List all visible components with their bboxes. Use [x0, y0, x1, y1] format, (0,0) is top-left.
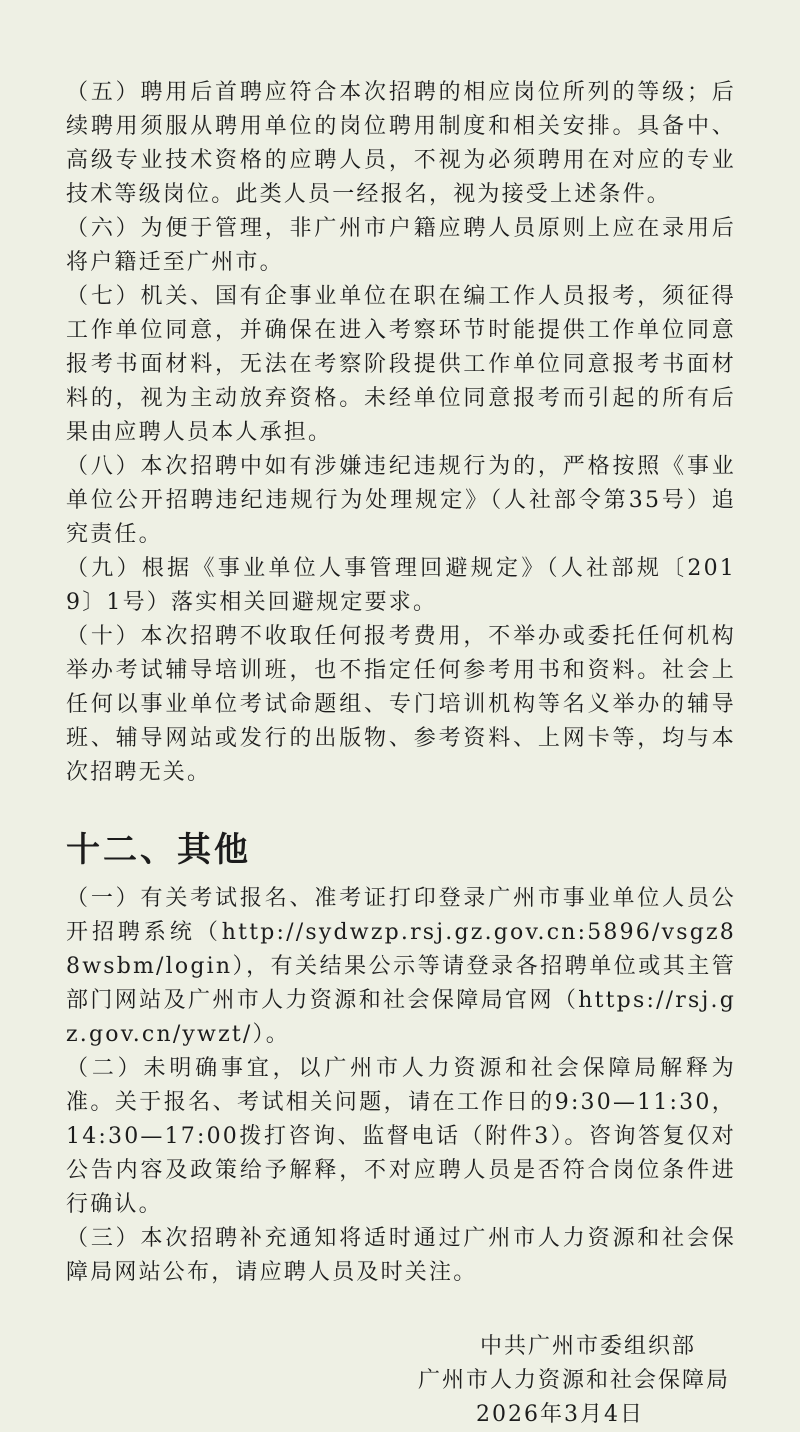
section-11-continued — [66, 76, 736, 790]
paragraph-item-1: （一）有关考试报名、准考证打印登录广州市事业单位人员公开招聘系统（http://sydwzp.rsj.gz.gov.cn:5896/vsgz88wsbm/login），有关结果公示等请登录各招聘单位或其主管部门网站及广州市人力资源和社会保障局官网（https://rsj.gz.gov.cn/ywzt/）。 — [66, 886, 736, 1047]
paragraph-item-5: （五）聘用后首聘应符合本次招聘的相应岗位所列的等级；后续聘用须服从聘用单位的岗位聘用制度和相关安排。具备中、高级专业技术资格的应聘人员，不视为必须聘用在对应的专业技术等级岗位。此类人员一经报名，视为接受上述条件。 — [66, 80, 736, 207]
section-heading: 十二、其他 — [66, 830, 251, 870]
paragraph-item-10: （十）本次招聘不收取任何报考费用，不举办或委托任何机构举办考试辅导培训班，也不指定任何参考用书和资料。社会上任何以事业单位考试命题组、专门培训机构等名义举办的辅导班、辅导网站或发行的出版物、参考资料、上网卡等，均与本次招聘无关。 — [66, 624, 736, 785]
signature-date: 2026年3月4日 — [476, 1402, 644, 1427]
paragraph-item-8: （八）本次招聘中如有涉嫌违纪违规行为的，严格按照《事业单位公开招聘违纪违规行为处理规定》（人社部令第35号）追究责任。 — [66, 454, 736, 547]
paragraph-item-9: （九）根据《事业单位人事管理回避规定》（人社部规〔2019〕1号）落实相关回避规定要求。 — [66, 556, 736, 615]
signature-block — [66, 1330, 736, 1432]
signature-org-2: 广州市人力资源和社会保障局 — [417, 1368, 730, 1393]
paragraph-item-2: （二）未明确事宜，以广州市人力资源和社会保障局解释为准。关于报名、考试相关问题，请在工作日的9:30—11:30，14:30—17:00拨打咨询、监督电话（附件3）。咨询答复仅对公告内容及政策给予解释，不对应聘人员是否符合岗位条件进行确认。 — [66, 1056, 736, 1217]
paragraph-item-7: （七）机关、国有企事业单位在职在编工作人员报考，须征得工作单位同意，并确保在进入考察环节时能提供工作单位同意报考书面材料，无法在考察阶段提供工作单位同意报考书面材料的，视为主动放弃资格。未经单位同意报考而引起的所有后果由应聘人员本人承担。 — [66, 284, 736, 445]
paragraph-item-6: （六）为便于管理，非广州市户籍应聘人员原则上应在录用后将户籍迁至广州市。 — [66, 216, 736, 275]
section-12 — [66, 830, 736, 1290]
signature-org-1: 中共广州市委组织部 — [479, 1334, 696, 1359]
paragraph-item-3: （三）本次招聘补充通知将适时通过广州市人力资源和社会保障局网站公布，请应聘人员及时关注。 — [66, 1226, 736, 1285]
